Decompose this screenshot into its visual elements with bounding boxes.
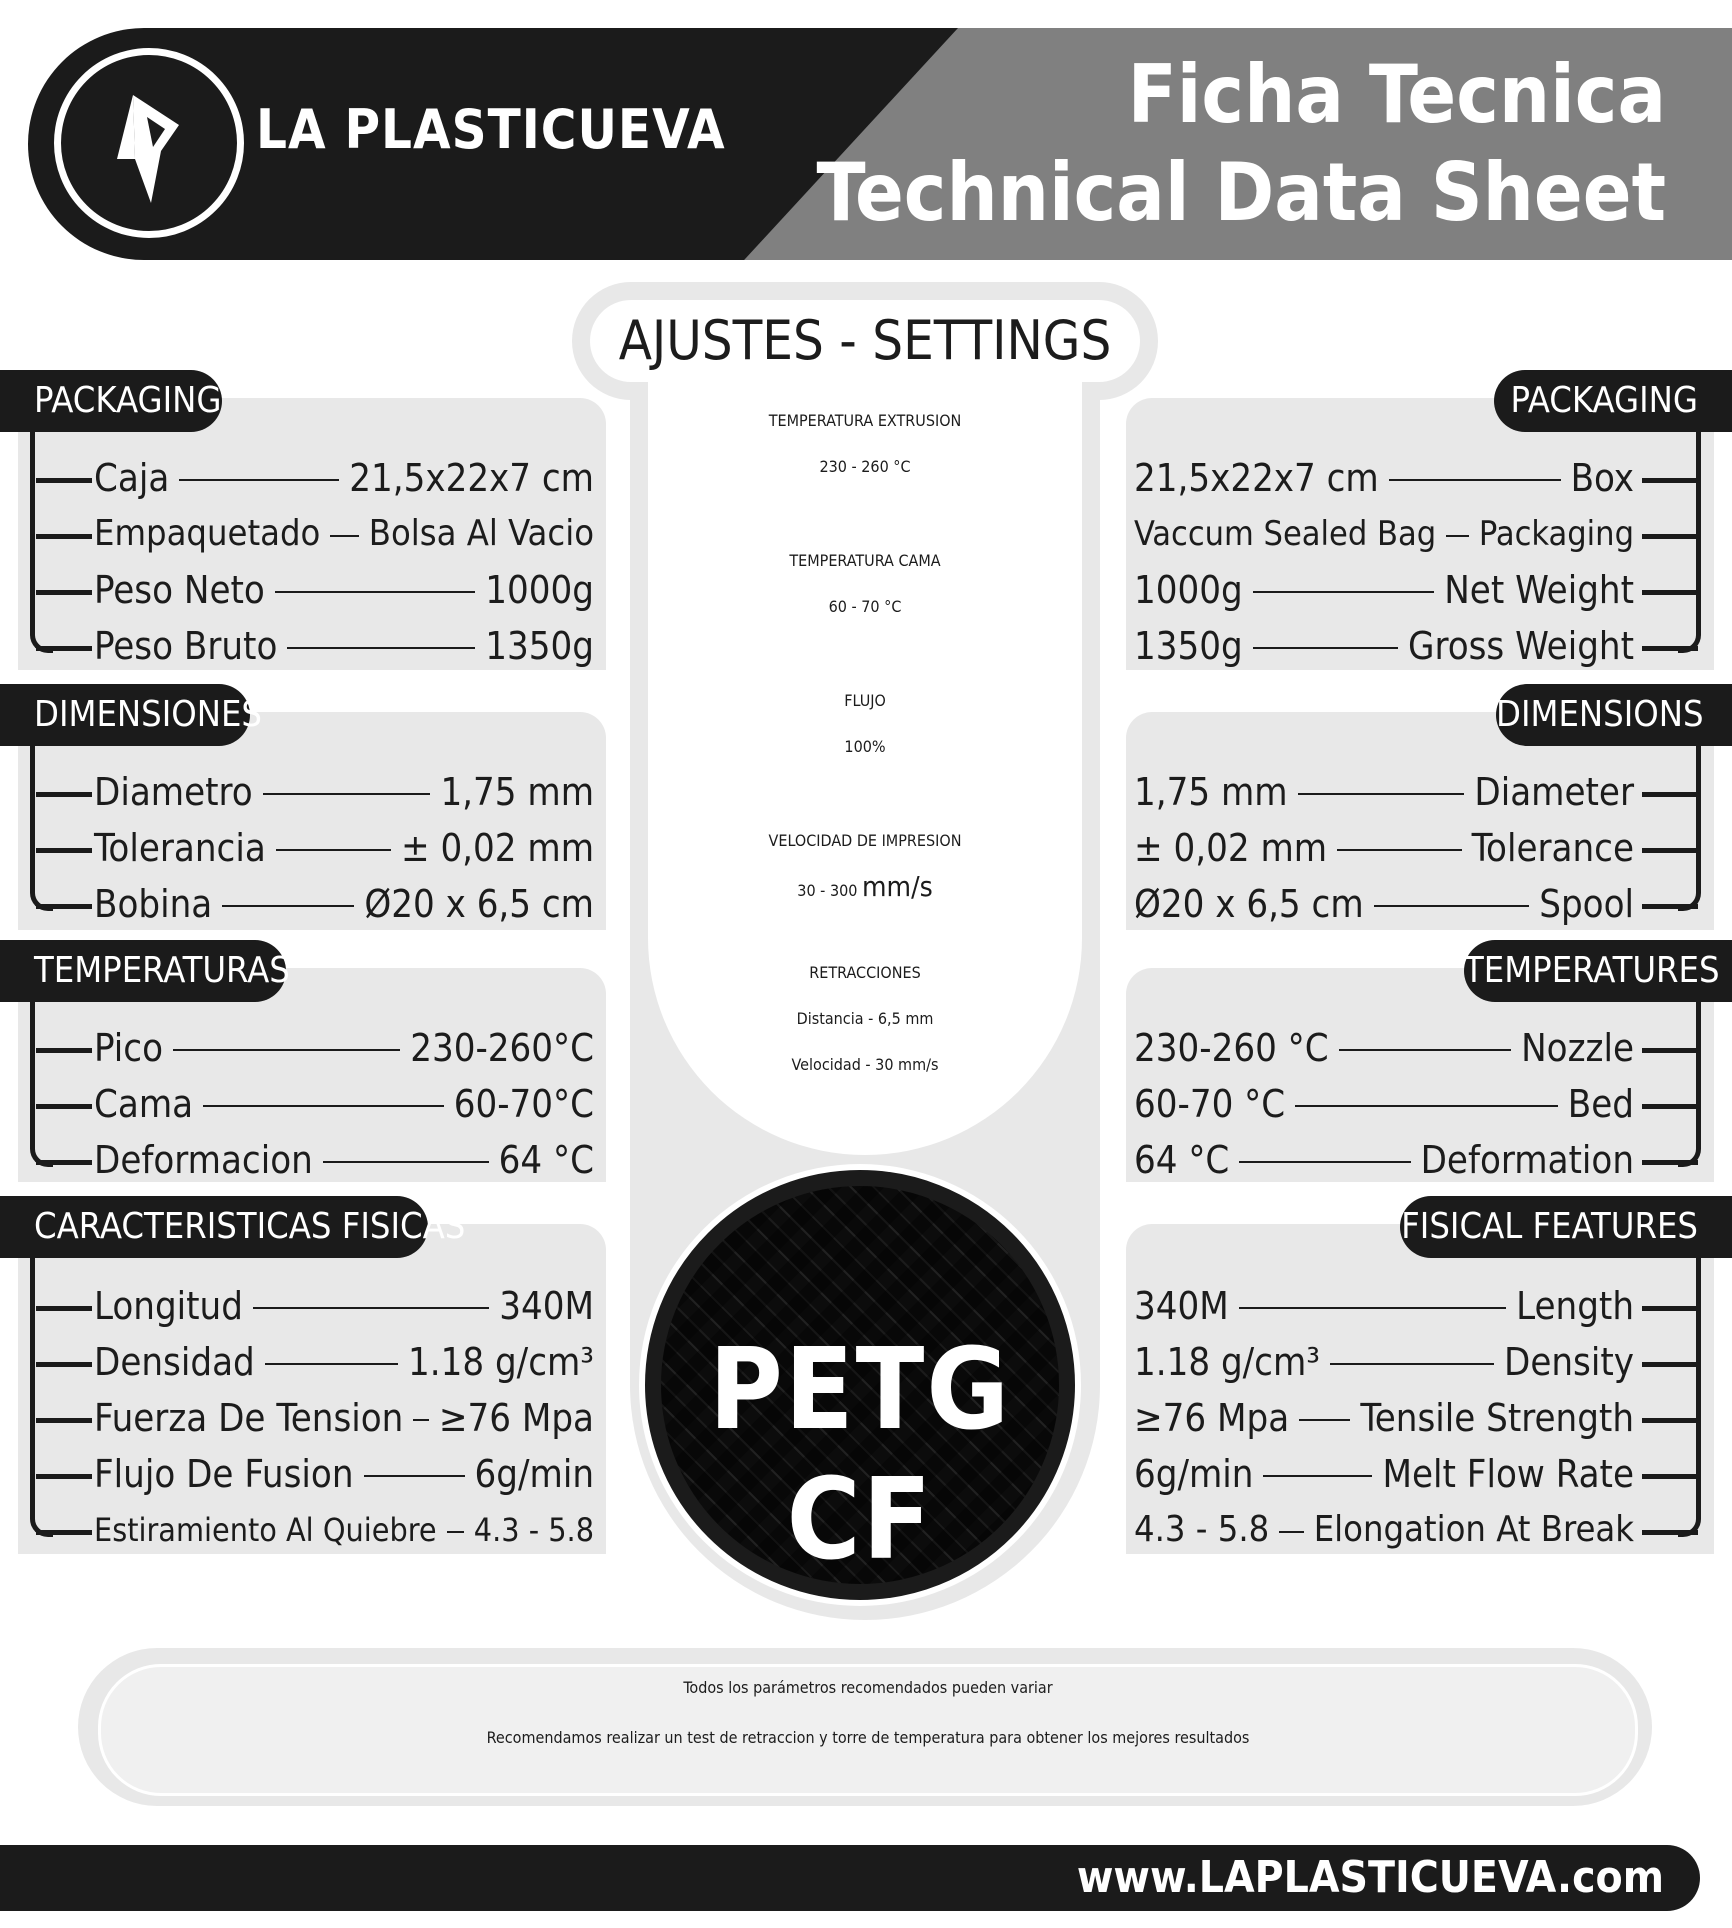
spec-label: Peso Neto <box>94 568 265 612</box>
section-title: TEMPERATURAS <box>0 940 286 1002</box>
spec-label: Packaging <box>1478 514 1634 554</box>
setting-label: RETRACCIONES <box>809 963 921 982</box>
spec-label: Bobina <box>94 882 213 926</box>
spec-label: Tensile Strength <box>1360 1396 1634 1440</box>
spec-value: 1000g <box>485 568 594 612</box>
spec-label: Diameter <box>1474 770 1634 814</box>
row-tick <box>1642 1530 1698 1535</box>
section-title: PACKAGING <box>0 370 222 432</box>
spec-label: Net Weight <box>1444 568 1634 612</box>
spec-row <box>1134 1336 1634 1388</box>
leader-line <box>330 535 359 537</box>
section-title: DIMENSIONES <box>0 684 250 746</box>
spec-row <box>94 1448 594 1500</box>
spec-label: Deformacion <box>94 1138 313 1182</box>
setting-extrusion-temp <box>648 398 1082 490</box>
spec-value: ≥76 Mpa <box>1134 1396 1290 1440</box>
spec-value: 6g/min <box>474 1452 594 1496</box>
brand-logo <box>54 48 244 238</box>
setting-bed-temp <box>648 538 1082 630</box>
leader-line <box>179 479 339 481</box>
row-tick <box>36 1474 92 1479</box>
row-tick <box>1642 1160 1698 1165</box>
row-tick <box>36 792 92 797</box>
section-title: FISICAL FEATURES <box>1400 1196 1732 1258</box>
spec-label: Bed <box>1567 1082 1634 1126</box>
leader-line <box>1446 535 1469 537</box>
leader-line <box>1279 1531 1304 1533</box>
setting-retractions <box>648 950 1082 1088</box>
section-bracket <box>30 1252 53 1537</box>
row-tick <box>36 904 92 909</box>
title-english: Technical Data Sheet <box>816 146 1666 239</box>
spec-row <box>1134 1280 1634 1332</box>
spec-value: 1,75 mm <box>440 770 594 814</box>
spec-value: 340M <box>499 1284 594 1328</box>
spec-row <box>1134 822 1634 874</box>
spec-row <box>94 1504 594 1556</box>
spec-label: Spool <box>1539 882 1634 926</box>
spec-value: 6g/min <box>1134 1452 1254 1496</box>
spec-value: 64 °C <box>498 1138 594 1182</box>
row-tick <box>36 848 92 853</box>
note-line-2: Recomendamos realizar un test de retraccion y torre de temperatura para obtener los mejores resultados <box>486 1728 1250 1747</box>
spec-value: 21,5x22x7 cm <box>349 456 594 500</box>
setting-value: Distancia - 6,5 mm <box>796 1009 934 1028</box>
leader-line <box>1389 479 1561 481</box>
row-tick <box>36 646 92 651</box>
leader-line <box>1330 1363 1494 1365</box>
setting-value: 30 - 300 <box>797 881 858 900</box>
leader-line <box>447 1531 464 1533</box>
row-tick <box>1642 1474 1698 1479</box>
row-tick <box>36 534 92 539</box>
leader-line <box>203 1105 444 1107</box>
spec-row <box>94 822 594 874</box>
setting-flow <box>648 678 1082 770</box>
spec-row <box>1134 878 1634 930</box>
spec-value: 230-260°C <box>410 1026 594 1070</box>
spec-label: Caja <box>94 456 170 500</box>
spec-label: Longitud <box>94 1284 243 1328</box>
spec-label: Estiramiento Al Quiebre <box>94 1511 437 1549</box>
section-bracket <box>1678 426 1701 653</box>
spec-value: Bolsa Al Vacio <box>368 513 594 554</box>
spec-value: 1350g <box>1134 624 1243 668</box>
setting-label: TEMPERATURA CAMA <box>789 551 941 570</box>
spec-label: Peso Bruto <box>94 624 278 668</box>
leader-line <box>1295 1105 1558 1107</box>
spec-row <box>94 766 594 818</box>
spec-label: Tolerance <box>1471 826 1634 870</box>
section-bracket <box>1678 1252 1701 1537</box>
leader-line <box>287 647 475 649</box>
row-tick <box>36 590 92 595</box>
spec-value: 60-70 °C <box>1134 1082 1286 1126</box>
spec-row <box>1134 508 1634 560</box>
row-tick <box>1642 792 1698 797</box>
spec-value: 1000g <box>1134 568 1243 612</box>
leader-line <box>222 905 354 907</box>
leader-line <box>253 1307 489 1309</box>
row-tick <box>1642 534 1698 539</box>
section-bracket <box>1678 996 1701 1167</box>
spec-value: Ø20 x 6,5 cm <box>364 882 594 926</box>
section-title: PACKAGING <box>1494 370 1732 432</box>
row-tick <box>1642 1104 1698 1109</box>
leader-line <box>265 1363 398 1365</box>
leader-line <box>1253 647 1398 649</box>
setting-unit: mm/s <box>862 870 933 903</box>
settings-title: AJUSTES - SETTINGS <box>618 309 1112 372</box>
spec-row <box>94 564 594 616</box>
leader-line <box>1339 1049 1511 1051</box>
section-title: TEMPERATURES <box>1464 940 1732 1002</box>
leader-line <box>1239 1161 1411 1163</box>
leader-line <box>1374 905 1529 907</box>
leader-line <box>1298 793 1464 795</box>
spec-row <box>94 1022 594 1074</box>
spec-row <box>1134 1392 1634 1444</box>
row-tick <box>1642 1048 1698 1053</box>
setting-value-line <box>648 864 1082 914</box>
spec-row <box>1134 1022 1634 1074</box>
spec-value: 1.18 g/cm³ <box>1134 1340 1320 1384</box>
spec-label: Fuerza De Tension <box>94 1396 404 1440</box>
section-bracket <box>30 996 53 1167</box>
spec-value: ± 0,02 mm <box>1134 826 1328 870</box>
spec-row <box>94 620 594 672</box>
spec-label: Nozzle <box>1521 1026 1634 1070</box>
setting-value: 100% <box>844 737 886 756</box>
spec-row <box>94 452 594 504</box>
spec-row <box>1134 1134 1634 1186</box>
spec-value: 4.3 - 5.8 <box>473 1511 594 1549</box>
row-tick <box>36 1418 92 1423</box>
leader-line <box>364 1475 465 1477</box>
setting-print-speed <box>648 818 1082 914</box>
row-tick <box>36 1530 92 1535</box>
leader-line <box>1337 849 1462 851</box>
spec-label: Flujo De Fusion <box>94 1452 354 1496</box>
section-title: CARACTERISTICAS FISICAS <box>0 1196 428 1258</box>
row-tick <box>1642 1418 1698 1423</box>
spec-label: Densidad <box>94 1340 255 1384</box>
spec-value: 60-70°C <box>453 1082 594 1126</box>
section-bracket <box>30 426 53 653</box>
spec-label: Cama <box>94 1082 194 1126</box>
spec-value: 340M <box>1134 1284 1229 1328</box>
leader-line <box>1253 591 1434 593</box>
spec-label: Empaquetado <box>94 513 321 554</box>
spec-value: 230-260 °C <box>1134 1026 1329 1070</box>
section-title: DIMENSIONS <box>1496 684 1732 746</box>
spec-row <box>1134 1448 1634 1500</box>
leader-line <box>173 1049 400 1051</box>
leader-line <box>323 1161 489 1163</box>
spec-row <box>94 1078 594 1130</box>
row-tick <box>36 1362 92 1367</box>
leader-line <box>1239 1307 1506 1309</box>
spec-label: Gross Weight <box>1408 624 1634 668</box>
spec-row <box>94 1134 594 1186</box>
leader-line <box>1263 1475 1372 1477</box>
spec-label: Melt Flow Rate <box>1382 1452 1634 1496</box>
spec-value: Vaccum Sealed Bag <box>1134 514 1437 554</box>
leader-line <box>275 591 475 593</box>
row-tick <box>1642 1362 1698 1367</box>
setting-value: 230 - 260 °C <box>819 457 911 476</box>
spec-label: Deformation <box>1420 1138 1634 1182</box>
spec-value: 21,5x22x7 cm <box>1134 456 1379 500</box>
spec-value: ± 0,02 mm <box>400 826 594 870</box>
row-tick <box>36 1160 92 1165</box>
leader-line <box>263 793 430 795</box>
leader-line <box>1299 1419 1350 1421</box>
spec-label: Box <box>1570 456 1634 500</box>
row-tick <box>1642 848 1698 853</box>
spec-value: 4.3 - 5.8 <box>1134 1509 1270 1550</box>
row-tick <box>36 1104 92 1109</box>
spec-row <box>94 1392 594 1444</box>
spec-row <box>1134 1078 1634 1130</box>
leader-line <box>276 849 391 851</box>
row-tick <box>1642 904 1698 909</box>
spec-row <box>1134 564 1634 616</box>
product-name: PETG CF <box>708 1325 1012 1585</box>
row-tick <box>36 478 92 483</box>
spec-value: 1350g <box>485 624 594 668</box>
website-link[interactable]: www.LAPLASTICUEVA.com <box>1076 1852 1664 1903</box>
spec-label: Elongation At Break <box>1313 1509 1634 1550</box>
logo-gem-icon <box>61 55 237 231</box>
spec-value: Ø20 x 6,5 cm <box>1134 882 1364 926</box>
section-bracket <box>30 740 53 911</box>
spec-row <box>94 508 594 560</box>
spec-label: Diametro <box>94 770 253 814</box>
spec-label: Density <box>1504 1340 1634 1384</box>
spec-value: ≥76 Mpa <box>438 1396 594 1440</box>
setting-value: 60 - 70 °C <box>828 597 902 616</box>
title-spanish: Ficha Tecnica <box>1127 48 1666 141</box>
note-line-1: Todos los parámetros recomendados pueden variar <box>683 1678 1053 1697</box>
setting-value-2: Velocidad - 30 mm/s <box>791 1055 939 1074</box>
setting-label: FLUJO <box>844 691 886 710</box>
spec-value: 64 °C <box>1134 1138 1230 1182</box>
row-tick <box>1642 478 1698 483</box>
brand-name: LA PLASTICUEVA <box>256 98 726 161</box>
spec-label: Tolerancia <box>94 826 266 870</box>
spec-row <box>1134 452 1634 504</box>
leader-line <box>413 1419 429 1421</box>
row-tick <box>1642 646 1698 651</box>
row-tick <box>1642 590 1698 595</box>
section-bracket <box>1678 740 1701 911</box>
row-tick <box>36 1306 92 1311</box>
setting-label: VELOCIDAD DE IMPRESION <box>768 831 962 850</box>
spec-row <box>1134 1504 1634 1556</box>
setting-label: TEMPERATURA EXTRUSION <box>768 411 962 430</box>
spec-label: Pico <box>94 1026 163 1070</box>
spec-row <box>94 1280 594 1332</box>
spec-row <box>1134 620 1634 672</box>
spec-value: 1,75 mm <box>1134 770 1288 814</box>
spec-value: 1.18 g/cm³ <box>408 1340 594 1384</box>
spec-row <box>1134 766 1634 818</box>
spec-row <box>94 878 594 930</box>
row-tick <box>1642 1306 1698 1311</box>
spec-row <box>94 1336 594 1388</box>
row-tick <box>36 1048 92 1053</box>
spec-label: Length <box>1516 1284 1634 1328</box>
